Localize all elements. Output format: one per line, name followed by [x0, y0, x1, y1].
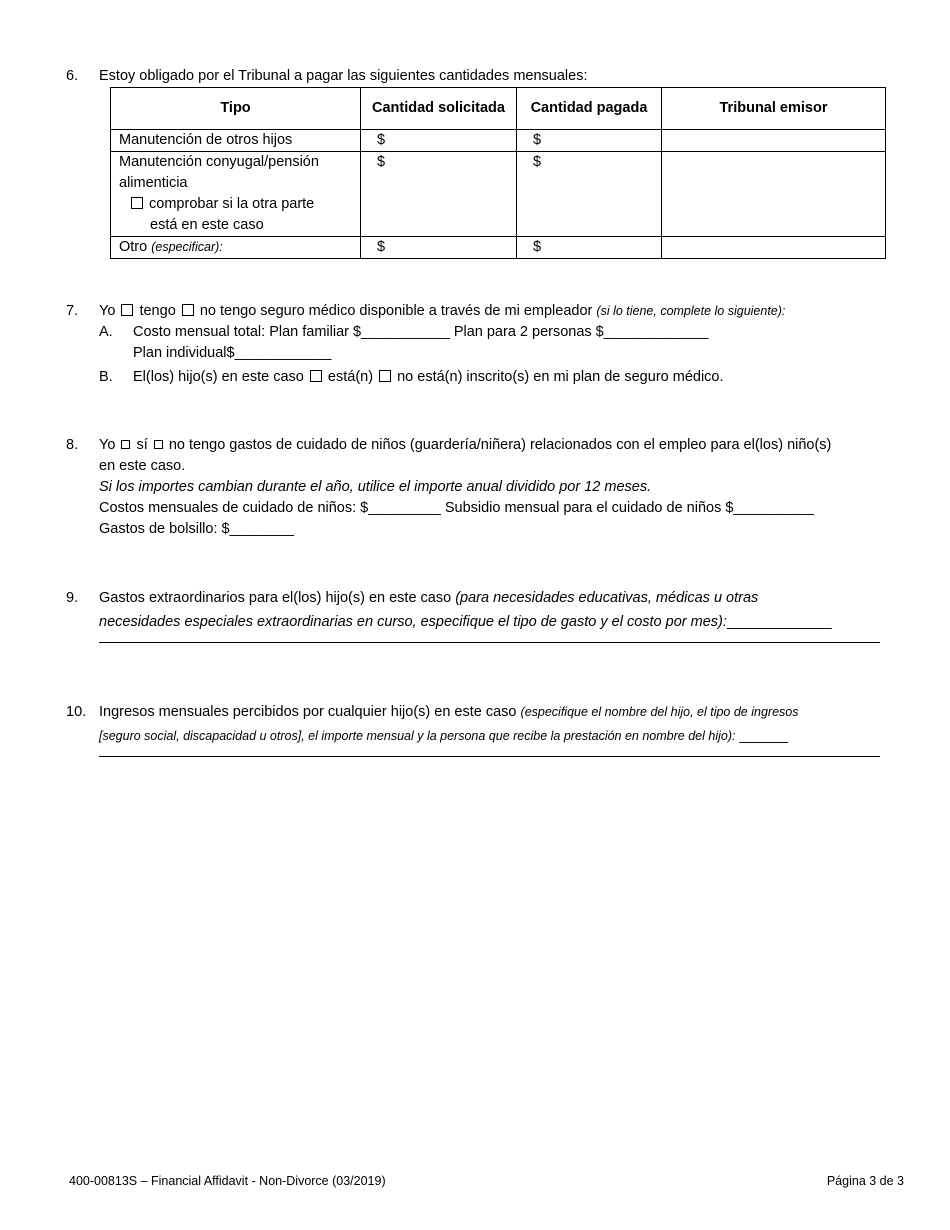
childcare-cost-fields[interactable]: Costos mensuales de cuidado de niños: $_________ Subsidio mensual para el cuidado de niños $__________	[99, 500, 815, 516]
section-9-line-2	[99, 610, 880, 634]
extraordinary-expenses-note-2: necesidades especiales extraordinarias en curso, especifique el tipo de gasto y el costo por mes):	[99, 614, 727, 630]
row-solicitada[interactable]: $	[361, 152, 517, 237]
section-9-number: 9.	[66, 590, 79, 606]
section-10	[66, 700, 890, 757]
section-7-a	[99, 322, 890, 364]
child-income-note-2: [seguro social, discapacidad u otros], el importe mensual y la persona que recibe la prestación en nombre del hijo):	[99, 729, 736, 743]
si-checkbox[interactable]	[121, 440, 130, 449]
childcare-text: no tengo gastos de cuidado de niños (guardería/niñera) relacionados con el empleo para el(los) niño(s)	[168, 437, 832, 453]
yo-text: Yo	[99, 303, 116, 319]
section-7	[66, 301, 890, 388]
other-party-checkbox-label: comprobar si la otra parte	[149, 196, 315, 212]
table-row	[111, 152, 886, 237]
section-7-note: (si lo tiene, complete lo siguiente):	[596, 304, 786, 318]
header-tribunal-emisor: Tribunal emisor	[662, 88, 886, 130]
no-tengo-label: no tengo seguro médico disponible a través de mi empleador	[199, 303, 593, 319]
row-pagada[interactable]: $	[517, 237, 662, 259]
si-label: sí	[136, 437, 148, 453]
row-pagada[interactable]: $	[517, 130, 662, 152]
no-esta-label: no está(n) inscrito(s) en mi plan de seguro médico.	[397, 369, 724, 385]
header-cantidad-pagada: Cantidad pagada	[517, 88, 662, 130]
section-7-line	[99, 301, 890, 322]
section-6-intro: Estoy obligado por el Tribunal a pagar las siguientes cantidades mensuales:	[99, 68, 588, 84]
other-party-checkbox[interactable]	[131, 197, 143, 209]
section-8	[66, 435, 890, 540]
no-tengo-checkbox[interactable]	[182, 304, 194, 316]
row-tribunal[interactable]	[662, 130, 886, 152]
section-6-number: 6.	[66, 68, 79, 84]
section-10-line-2	[99, 724, 880, 748]
section-8-line-2: en este caso.	[99, 458, 186, 474]
row-tipo: Otro	[119, 239, 148, 255]
child-income-text: Ingresos mensuales percibidos por cualquier hijo(s) en este caso	[99, 704, 517, 720]
yo-text: Yo	[99, 437, 116, 453]
out-of-pocket-field[interactable]: Gastos de bolsillo: $________	[99, 521, 295, 537]
section-7-number: 7.	[66, 303, 79, 319]
obligations-table	[110, 87, 886, 259]
esta-checkbox[interactable]	[310, 370, 322, 382]
other-party-checkbox-row	[119, 194, 352, 215]
section-8-number: 8.	[66, 437, 79, 453]
no-checkbox[interactable]	[154, 440, 163, 449]
row-tribunal[interactable]	[662, 152, 886, 237]
row-solicitada[interactable]: $	[361, 237, 517, 259]
row-tipo-cell	[111, 237, 361, 259]
item-a-label: A.	[99, 324, 113, 340]
no-esta-checkbox[interactable]	[379, 370, 391, 382]
footer-page-number: Página 3 de 3	[826, 1174, 904, 1188]
child-income-line[interactable]	[99, 748, 880, 757]
extraordinary-expenses-text: Gastos extraordinarios para el(los) hijo(s) en este caso	[99, 590, 452, 606]
monthly-cost-fields[interactable]: Costo mensual total: Plan familiar $___________ Plan para 2 personas $_____________	[133, 324, 709, 340]
section-8-line-1	[99, 435, 890, 456]
esta-label: está(n)	[327, 369, 374, 385]
row-tipo: Manutención de otros hijos	[111, 130, 361, 152]
other-party-checkbox-label-cont: está en este caso	[150, 217, 264, 233]
tengo-label: tengo	[139, 303, 176, 319]
item-b-label: B.	[99, 369, 113, 385]
table-row	[111, 237, 886, 259]
row-tipo: Manutención conyugal/pensión alimenticia	[119, 154, 319, 191]
extraordinary-expenses-note-1: (para necesidades educativas, médicas u otras	[455, 590, 759, 606]
section-9	[66, 586, 890, 643]
row-tipo-note: (especificar):	[151, 240, 223, 254]
section-8-instructions: Si los importes cambian durante el año, utilice el importe anual dividido por 12 meses.	[99, 479, 652, 495]
row-pagada[interactable]: $	[517, 152, 662, 237]
footer-form-id: 400-00813S – Financial Affidavit - Non-Divorce (03/2019)	[69, 1174, 386, 1188]
tengo-checkbox[interactable]	[121, 304, 133, 316]
section-7-b	[99, 367, 890, 388]
extraordinary-expenses-line[interactable]	[99, 634, 880, 643]
row-solicitada[interactable]: $	[361, 130, 517, 152]
section-9-line-1	[99, 586, 880, 610]
section-10-line-1	[99, 700, 880, 724]
enrolled-text: El(los) hijo(s) en este caso	[133, 369, 304, 385]
section-10-number: 10.	[66, 704, 87, 720]
row-tipo-cell	[111, 152, 361, 237]
section-6	[66, 66, 890, 87]
header-tipo: Tipo	[111, 88, 361, 130]
header-cantidad-solicitada: Cantidad solicitada	[361, 88, 517, 130]
extraordinary-expenses-blank[interactable]: _____________	[726, 614, 832, 630]
table-header-row	[111, 88, 886, 130]
child-income-blank[interactable]: ______	[739, 728, 788, 744]
row-tribunal[interactable]	[662, 237, 886, 259]
table-row	[111, 130, 886, 152]
child-income-note-1: (especifique el nombre del hijo, el tipo de ingresos	[520, 705, 799, 719]
individual-plan-field[interactable]: Plan individual$____________	[133, 345, 332, 361]
